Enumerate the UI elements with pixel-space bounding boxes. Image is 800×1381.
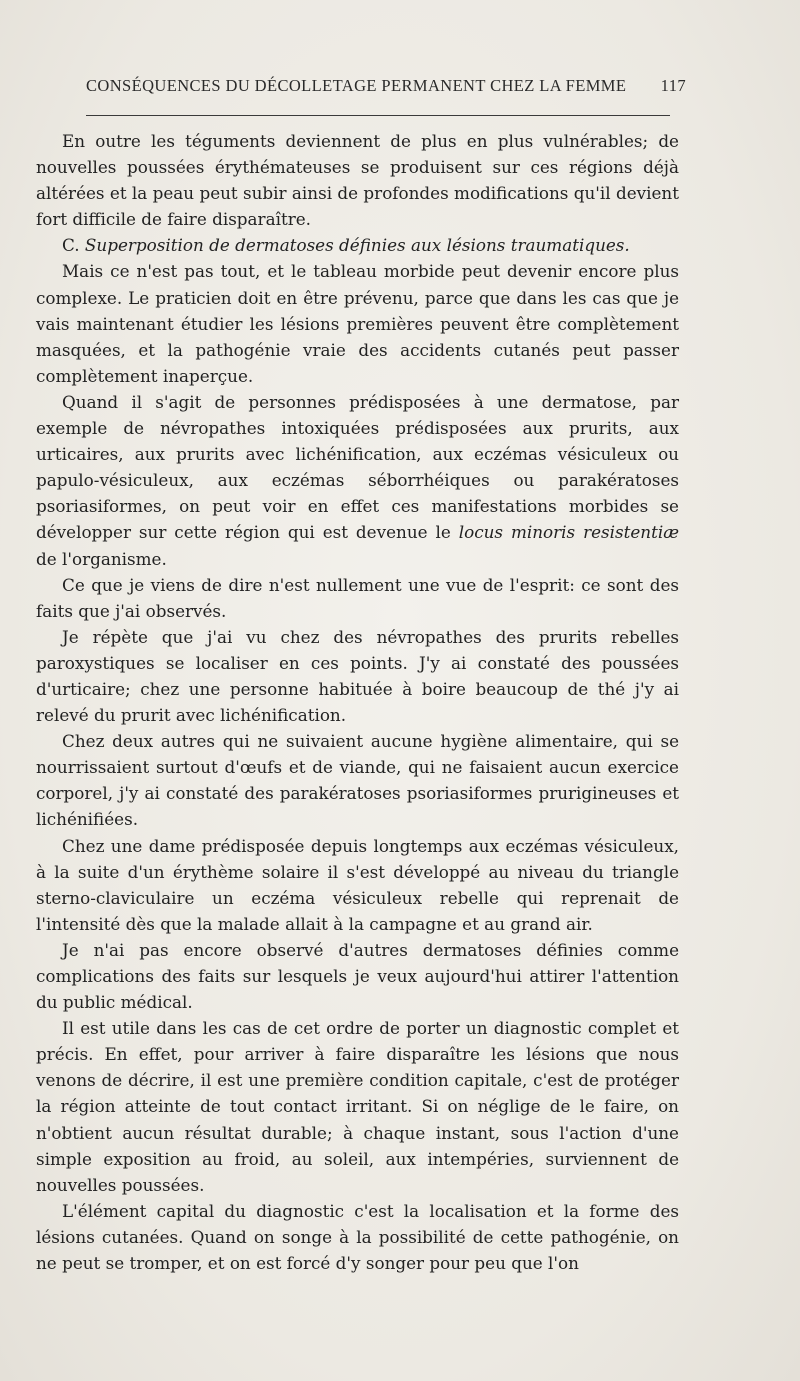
paragraph-2: Mais ce n'est pas tout, et le tableau morbide peut devenir encore plus complexe. Le praticien doit en être prévenu, parce que dans les cas que je vais maintenant étudier les lésions premières peuvent être complètement masquées, et la pathogénie vraie des accidents cutanés peut passer complètement inaperçue. (36, 261, 679, 386)
paragraph-3 (36, 389, 679, 572)
section-title: Superposition de dermatoses définies aux lésions traumatiques. (84, 235, 630, 256)
paragraph-7: Chez une dame prédisposée depuis longtemps aux eczémas vésiculeux, à la suite d'un érythème solaire il s'est développé au niveau du triangle sterno-claviculaire un eczéma vésiculeux rebelle qui reprenait de l'intensité dès que la malade allait à la campagne et au grand air. (36, 835, 679, 934)
latin-term: locus minoris resistentiæ (458, 522, 679, 543)
page-number: 117 (660, 76, 686, 95)
paragraph-4: Ce que je viens de dire n'est nullement une vue de l'esprit: ce sont des faits que j'ai observés. (36, 574, 679, 621)
paragraph-1: En outre les téguments deviennent de plus en plus vulnérables; de nouvelles poussées érythémateuses se produisent sur ces régions déjà altérées et la peau peut subir ainsi de profondes modifications qu'il devient fort difficile de faire disparaître. (36, 131, 679, 230)
paragraph-9: Il est utile dans les cas de cet ordre de porter un diagnostic complet et précis. En effet, pour arriver à faire disparaître les lésions que nous venons de décrire, il est une première condition capitale, c'est de protéger la région atteinte de tout contact irritant. Si on néglige de le faire, on n'obtient aucun résultat durable; à chaque instant, sous l'action d'une simple exposition au froid, au soleil, aux intempéries, surviennent de nouvelles poussées. (36, 1018, 679, 1195)
paragraph-3-text-a: Quand il s'agit de personnes prédisposées à une dermatose, par exemple de névropathes intoxiquées prédisposées aux prurits, aux urticaires, aux prurits avec lichénification, aux eczémas vésiculeux ou papulo-vésiculeux, aux eczémas séborrhéiques ou parakératoses psoriasiformes, on peut voir en effet ces manifestations morbides se développer sur cette région qui est devenue le (36, 391, 679, 543)
paragraph-6: Chez deux autres qui ne suivaient aucune hygiène alimentaire, qui se nourrissaient surtout d'œufs et de viande, qui ne faisaient aucun exercice corporel, j'y ai constaté des parakératoses psoriasiformes prurigineuses et lichénifiées. (36, 731, 679, 830)
paragraph-5: Je répète que j'ai vu chez des névropathes des prurits rebelles paroxystiques se localiser en ces points. J'y ai constaté des poussées d'urticaire; chez une personne habituée à boire beaucoup de thé j'y ai relevé du prurit avec lichénification. (36, 626, 679, 726)
running-title: CONSÉQUENCES DU DÉCOLLETAGE PERMANENT CHEZ LA FEMME (86, 76, 627, 95)
header-rule (86, 115, 670, 116)
body-text (36, 128, 679, 1276)
paragraph-10: L'élément capital du diagnostic c'est la localisation et la forme des lésions cutanées. Quand on songe à la possibilité de cette pathogénie, on ne peut se tromper, et on est forcé d'y songer pour peu que l'on (36, 1200, 679, 1274)
section-letter: C. (62, 235, 80, 256)
section-heading (36, 232, 679, 258)
paragraph-3-text-b: de l'organisme. (36, 548, 167, 569)
paragraph-8: Je n'ai pas encore observé d'autres dermatoses définies comme complications des faits sur lesquels je veux aujourd'hui attirer l'attention du public médical. (36, 939, 679, 1013)
running-header (86, 76, 686, 96)
